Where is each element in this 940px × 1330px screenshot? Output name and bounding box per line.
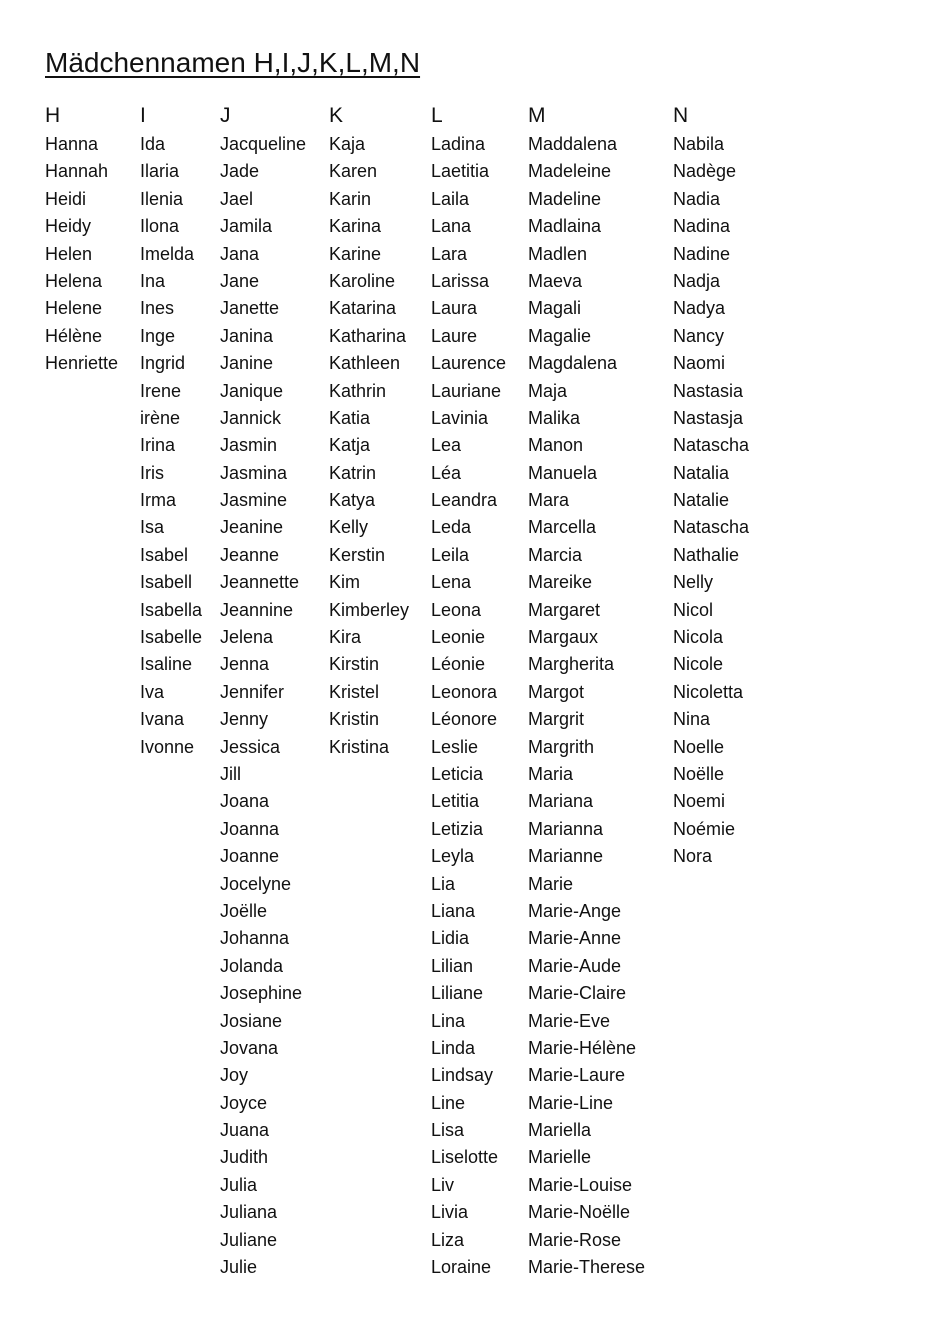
name-entry: Margrit xyxy=(528,709,585,730)
name-list xyxy=(431,131,506,1281)
name-entry: Manon xyxy=(528,435,584,456)
name-entry: Karoline xyxy=(329,270,396,291)
name-entry: Hélène xyxy=(45,325,103,346)
name-entry: Marie-Claire xyxy=(528,983,627,1004)
name-entry: Larissa xyxy=(431,270,490,291)
name-entry: Leyla xyxy=(431,846,475,867)
name-entry: Helena xyxy=(45,270,103,291)
name-entry: Liv xyxy=(431,1174,455,1195)
name-entry: Maeva xyxy=(528,270,583,291)
name-entry: Kathleen xyxy=(329,353,401,374)
name-entry: Hannah xyxy=(45,161,109,182)
name-entry: Nastasia xyxy=(673,380,744,401)
name-entry: Nina xyxy=(673,709,711,730)
name-entry: Ingrid xyxy=(140,353,186,374)
name-entry: Ilaria xyxy=(140,161,180,182)
name-entry: Magali xyxy=(528,298,582,319)
name-entry: Natalie xyxy=(673,490,730,511)
name-entry: Kim xyxy=(329,572,360,593)
name-entry: Marie-Hélène xyxy=(528,1037,637,1058)
name-entry: Janette xyxy=(220,298,280,319)
name-entry: Kimberley xyxy=(329,599,410,620)
name-entry: Iris xyxy=(140,462,164,483)
name-entry: Jenny xyxy=(220,709,269,730)
name-entry: Nadine xyxy=(673,243,731,264)
name-entry: Jill xyxy=(220,763,241,784)
name-entry: Margaux xyxy=(528,627,599,648)
name-entry: Hanna xyxy=(45,134,99,154)
name-entry: Marielle xyxy=(528,1147,592,1168)
name-entry: Nadja xyxy=(673,270,721,291)
name-entry: Joana xyxy=(220,791,270,812)
name-entry: Leda xyxy=(431,517,472,538)
name-entry: Marie-Aude xyxy=(528,955,622,976)
name-entry: Mara xyxy=(528,490,570,511)
name-list xyxy=(329,131,409,761)
name-entry: Marie-Rose xyxy=(528,1229,622,1250)
name-entry: Jennifer xyxy=(220,681,285,702)
name-entry: Ivonne xyxy=(140,736,195,757)
name-entry: Jasmine xyxy=(220,490,288,511)
name-entry: Nicola xyxy=(673,627,724,648)
name-entry: Naomi xyxy=(673,353,726,374)
name-entry: Lina xyxy=(431,1010,466,1031)
name-entry: Julia xyxy=(220,1174,258,1195)
name-entry: Isabella xyxy=(140,599,203,620)
name-entry: Manuela xyxy=(528,462,598,483)
name-entry: Margrith xyxy=(528,736,595,757)
name-entry: Marcella xyxy=(528,517,597,538)
name-list xyxy=(673,131,749,871)
name-entry: Marie-Ange xyxy=(528,900,622,921)
name-entry: Marcia xyxy=(528,544,583,565)
column-heading: H xyxy=(45,104,61,127)
name-entry: Heidi xyxy=(45,188,87,209)
name-entry: Leila xyxy=(431,544,470,565)
name-entry: Lisa xyxy=(431,1120,465,1141)
name-entry: Ines xyxy=(140,298,175,319)
name-entry: Janina xyxy=(220,325,274,346)
name-entry: Marianne xyxy=(528,846,604,867)
name-entry: Jana xyxy=(220,243,260,264)
name-entry: Léa xyxy=(431,462,462,483)
name-entry: Nadina xyxy=(673,216,731,237)
name-entry: Nora xyxy=(673,846,713,867)
name-entry: Maja xyxy=(528,380,568,401)
name-entry: Nicol xyxy=(673,599,714,620)
name-entry: Jasmin xyxy=(220,435,278,456)
name-entry: Nastasja xyxy=(673,407,744,428)
name-entry: Helen xyxy=(45,243,93,264)
name-entry: Katia xyxy=(329,407,371,428)
name-entry: Irene xyxy=(140,380,182,401)
name-column-h xyxy=(45,102,118,378)
name-entry: Helene xyxy=(45,298,103,319)
name-entry: Noémie xyxy=(673,818,736,839)
name-entry: Lindsay xyxy=(431,1065,494,1086)
name-entry: Lilian xyxy=(431,955,474,976)
name-entry: Madlen xyxy=(528,243,588,264)
name-entry: Noemi xyxy=(673,791,726,812)
name-entry: Leslie xyxy=(431,736,479,757)
name-entry: Jeannette xyxy=(220,572,300,593)
name-entry: Karin xyxy=(329,188,372,209)
name-entry: Imelda xyxy=(140,243,195,264)
name-entry: Joy xyxy=(220,1065,249,1086)
name-entry: Leona xyxy=(431,599,482,620)
name-entry: Maddalena xyxy=(528,134,618,154)
name-entry: Nabila xyxy=(673,134,725,154)
name-entry: Nicoletta xyxy=(673,681,744,702)
name-entry: Margaret xyxy=(528,599,601,620)
name-entry: Laurence xyxy=(431,353,507,374)
name-entry: Julie xyxy=(220,1257,258,1278)
name-entry: Mariana xyxy=(528,791,594,812)
name-entry: Heidy xyxy=(45,216,92,237)
name-entry: Isa xyxy=(140,517,165,538)
name-entry: Marie-Anne xyxy=(528,928,622,949)
name-entry: Kerstin xyxy=(329,544,386,565)
name-entry: Jocelyne xyxy=(220,873,292,894)
name-entry: Joyce xyxy=(220,1092,268,1113)
name-entry: Jelena xyxy=(220,627,274,648)
name-entry: Jeanine xyxy=(220,517,284,538)
name-entry: Isabelle xyxy=(140,627,203,648)
name-entry: Natascha xyxy=(673,435,750,456)
name-column-k xyxy=(329,102,409,761)
name-entry: Karina xyxy=(329,216,382,237)
name-entry: Margherita xyxy=(528,654,615,675)
name-entry: Magalie xyxy=(528,325,592,346)
name-entry: Mariella xyxy=(528,1120,592,1141)
name-entry: Lia xyxy=(431,873,456,894)
name-entry: Janique xyxy=(220,380,284,401)
name-list xyxy=(45,131,118,378)
name-entry: Katja xyxy=(329,435,371,456)
name-entry: Livia xyxy=(431,1202,469,1223)
name-entry: Kirstin xyxy=(329,654,380,675)
name-entry: Marie-Noëlle xyxy=(528,1202,631,1223)
name-entry: Joanne xyxy=(220,846,280,867)
name-entry: Line xyxy=(431,1092,466,1113)
column-heading: J xyxy=(220,104,231,127)
name-entry: Liza xyxy=(431,1229,465,1250)
name-entry: Laura xyxy=(431,298,478,319)
name-entry: Katrin xyxy=(329,462,377,483)
name-entry: Marianna xyxy=(528,818,604,839)
name-entry: Kaja xyxy=(329,134,366,154)
name-entry: Jolanda xyxy=(220,955,284,976)
name-entry: Leonie xyxy=(431,627,486,648)
name-entry: Jeannine xyxy=(220,599,294,620)
name-entry: Juana xyxy=(220,1120,270,1141)
name-column-j xyxy=(220,102,306,1281)
name-entry: Malika xyxy=(528,407,581,428)
name-entry: Jasmina xyxy=(220,462,288,483)
name-entry: Leticia xyxy=(431,763,484,784)
name-entry: Ladina xyxy=(431,134,486,154)
page-title: Mädchennamen H,I,J,K,L,M,N xyxy=(45,47,421,78)
name-entry: Marie-Therese xyxy=(528,1257,646,1278)
name-entry: Lena xyxy=(431,572,472,593)
name-entry: Natascha xyxy=(673,517,750,538)
name-entry: Jael xyxy=(220,188,254,209)
name-entry: Leandra xyxy=(431,490,498,511)
name-entry: Loraine xyxy=(431,1257,492,1278)
name-entry: Leonora xyxy=(431,681,498,702)
name-entry: Letizia xyxy=(431,818,484,839)
name-entry: Nancy xyxy=(673,325,725,346)
name-entry: Katharina xyxy=(329,325,407,346)
name-entry: Linda xyxy=(431,1037,476,1058)
name-entry: Inge xyxy=(140,325,176,346)
column-heading: K xyxy=(329,104,344,127)
name-entry: Noelle xyxy=(673,736,725,757)
name-entry: Nadège xyxy=(673,161,737,182)
name-entry: Joëlle xyxy=(220,900,268,921)
name-list xyxy=(220,131,306,1281)
name-entry: Jacqueline xyxy=(220,134,307,154)
name-entry: Nicole xyxy=(673,654,724,675)
name-entry: Irma xyxy=(140,490,176,511)
name-entry: Kristin xyxy=(329,709,380,730)
name-entry: Nadya xyxy=(673,298,726,319)
name-entry: Marie-Eve xyxy=(528,1010,611,1031)
name-list xyxy=(140,131,202,761)
name-column-i xyxy=(140,102,202,761)
name-entry: Ina xyxy=(140,270,166,291)
name-entry: Iva xyxy=(140,681,165,702)
name-entry: Natalia xyxy=(673,462,730,483)
name-entry: Nathalie xyxy=(673,544,740,565)
name-entry: Ida xyxy=(140,134,166,154)
name-entry: Laetitia xyxy=(431,161,490,182)
name-entry: Jeanne xyxy=(220,544,280,565)
name-entry: Karen xyxy=(329,161,378,182)
column-heading: L xyxy=(431,104,443,127)
name-entry: Nadia xyxy=(673,188,721,209)
name-entry: Kristina xyxy=(329,736,390,757)
name-entry: Marie xyxy=(528,873,574,894)
name-entry: Lea xyxy=(431,435,462,456)
name-entry: Henriette xyxy=(45,353,119,374)
name-entry: Nelly xyxy=(673,572,714,593)
name-entry: Lidia xyxy=(431,928,470,949)
name-entry: Jessica xyxy=(220,736,281,757)
name-list xyxy=(528,131,645,1281)
name-entry: Juliane xyxy=(220,1229,278,1250)
name-entry: Jenna xyxy=(220,654,270,675)
name-entry: Jade xyxy=(220,161,260,182)
name-entry: Marie-Line xyxy=(528,1092,614,1113)
name-entry: Kristel xyxy=(329,681,380,702)
name-entry: Marie-Louise xyxy=(528,1174,633,1195)
name-entry: Katarina xyxy=(329,298,397,319)
column-heading: M xyxy=(528,104,546,127)
name-entry: Lara xyxy=(431,243,468,264)
name-entry: Léonore xyxy=(431,709,498,730)
name-entry: Ilenia xyxy=(140,188,184,209)
name-entry: Katya xyxy=(329,490,376,511)
name-entry: Liana xyxy=(431,900,476,921)
name-entry: Johanna xyxy=(220,928,290,949)
name-column-l xyxy=(431,102,506,1281)
name-entry: Irina xyxy=(140,435,176,456)
name-entry: Joanna xyxy=(220,818,280,839)
name-column-m xyxy=(528,102,645,1281)
name-entry: Josephine xyxy=(220,983,303,1004)
name-entry: Isabell xyxy=(140,572,193,593)
name-entry: Maria xyxy=(528,763,574,784)
name-entry: Madeline xyxy=(528,188,602,209)
name-entry: Jane xyxy=(220,270,260,291)
name-entry: Lana xyxy=(431,216,472,237)
name-entry: Jovana xyxy=(220,1037,279,1058)
name-entry: Kira xyxy=(329,627,362,648)
name-column-n xyxy=(673,102,749,871)
name-entry: Josiane xyxy=(220,1010,283,1031)
name-entry: Noëlle xyxy=(673,763,725,784)
name-entry: Isaline xyxy=(140,654,193,675)
name-entry: Magdalena xyxy=(528,353,618,374)
name-entry: Kelly xyxy=(329,517,369,538)
name-entry: Laila xyxy=(431,188,470,209)
name-entry: Lauriane xyxy=(431,380,502,401)
name-entry: Jamila xyxy=(220,216,273,237)
name-entry: Isabel xyxy=(140,544,189,565)
name-entry: irène xyxy=(140,407,181,428)
name-entry: Kathrin xyxy=(329,380,387,401)
name-entry: Mareike xyxy=(528,572,593,593)
column-heading: N xyxy=(673,104,689,127)
name-entry: Lavinia xyxy=(431,407,489,428)
name-entry: Margot xyxy=(528,681,585,702)
name-entry: Madeleine xyxy=(528,161,612,182)
name-entry: Laure xyxy=(431,325,478,346)
name-entry: Ilona xyxy=(140,216,180,237)
name-entry: Liliane xyxy=(431,983,484,1004)
name-entry: Madlaina xyxy=(528,216,602,237)
name-entry: Letitia xyxy=(431,791,480,812)
name-entry: Léonie xyxy=(431,654,486,675)
column-heading: I xyxy=(140,104,146,127)
name-entry: Marie-Laure xyxy=(528,1065,626,1086)
name-entry: Liselotte xyxy=(431,1147,499,1168)
name-entry: Judith xyxy=(220,1147,269,1168)
name-entry: Jannick xyxy=(220,407,282,428)
name-entry: Karine xyxy=(329,243,382,264)
name-entry: Juliana xyxy=(220,1202,278,1223)
name-entry: Janine xyxy=(220,353,274,374)
name-entry: Ivana xyxy=(140,709,185,730)
